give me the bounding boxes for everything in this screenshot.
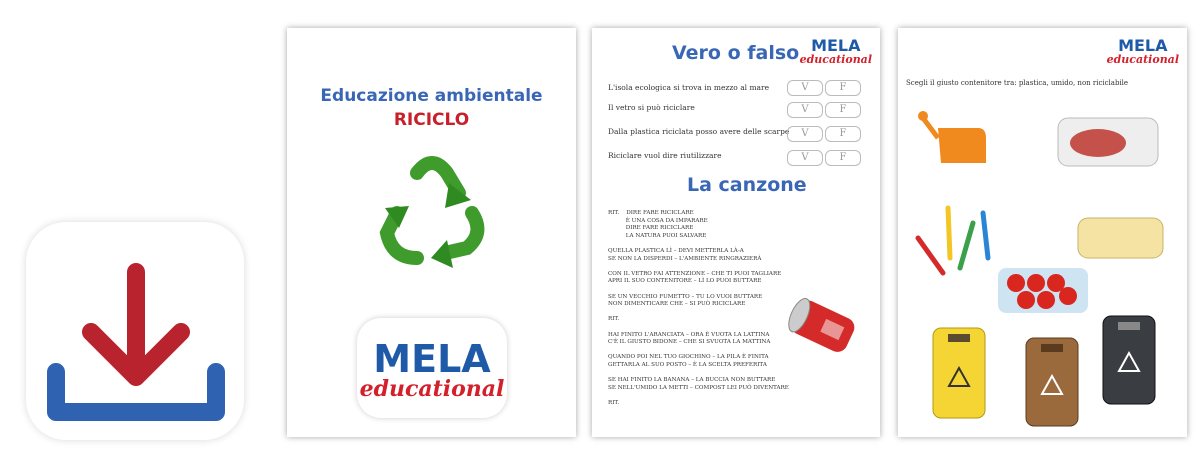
- download-button[interactable]: [26, 222, 244, 440]
- cover-page: [287, 28, 576, 437]
- can-illustration: [782, 293, 862, 363]
- instruction: Scegli il giusto contenitore tra: plastica, umido, non riciclabile: [906, 79, 1129, 87]
- false-box[interactable]: F: [825, 102, 861, 118]
- question: Riciclare vuol dire riutilizzare: [608, 151, 722, 160]
- recycle-icon: [367, 148, 497, 278]
- brand-logo: MELA educational: [1106, 36, 1179, 66]
- items-illustration: [898, 98, 1187, 428]
- brand-logo: MELA educational: [357, 318, 507, 418]
- brand-logo: MELA educational: [799, 36, 872, 66]
- question: Il vetro si può riciclare: [608, 103, 695, 112]
- question: Dalla plastica riciclata posso avere delle scarpe: [608, 127, 790, 136]
- true-box[interactable]: V: [787, 80, 823, 96]
- worksheet-title: Vero o falso: [672, 42, 800, 64]
- true-box[interactable]: V: [787, 150, 823, 166]
- song-title: La canzone: [687, 174, 807, 196]
- cover-subtitle: RICICLO: [393, 110, 470, 130]
- cover-title: Educazione ambientale: [320, 86, 543, 106]
- song-lyrics: RIT. DIRE FARE RICICLARE È UNA COSA DA IMPARARE DIRE FARE RICICLARE LA NATURA PUOI SALVARE QUELLA PLASTICA LÌ – DEVI METTERLA LÀ-A SE NON LA DISPERDI – L'AMBIENTE RINGRAZIERÀ CON IL VETRO FAI ATTENZIONE – CHE TI PUOI TAGLIARE APRI IL SUO CONTENITORE – LÌ LO PUOI BUTTARE SE UN VECCHIO FUMETTO – TU LO VUOI BUTTARE NON DIMENTICARE CHE – SI PUÒ RICICLARE RIT. HAI FINITO L'ARANCIATA – ORA È VUOTA LA LATTINA C'È IL GIUSTO BIDONE – CHE SI SVUOTA LA MATTINA QUANDO POI NEL TUO GIOCHINO – LA PILA È FINITA GETTARLA AL SUO POSTO – È LA SCELTA PREFERITA SE HAI FINITO LA BANANA – LA BUCCIA NON BUTTARE SE NELL'UMIDO LA METTI – COMPOST LEI PUÒ DIVENTARE RIT.: [608, 210, 789, 406]
- true-box[interactable]: V: [787, 102, 823, 118]
- true-box[interactable]: V: [787, 126, 823, 142]
- false-box[interactable]: F: [825, 150, 861, 166]
- true-false-worksheet: [592, 28, 880, 437]
- sorting-worksheet: [898, 28, 1187, 437]
- download-icon: [26, 222, 244, 440]
- false-box[interactable]: F: [825, 80, 861, 96]
- false-box[interactable]: F: [825, 126, 861, 142]
- question: L'isola ecologica si trova in mezzo al mare: [608, 83, 770, 92]
